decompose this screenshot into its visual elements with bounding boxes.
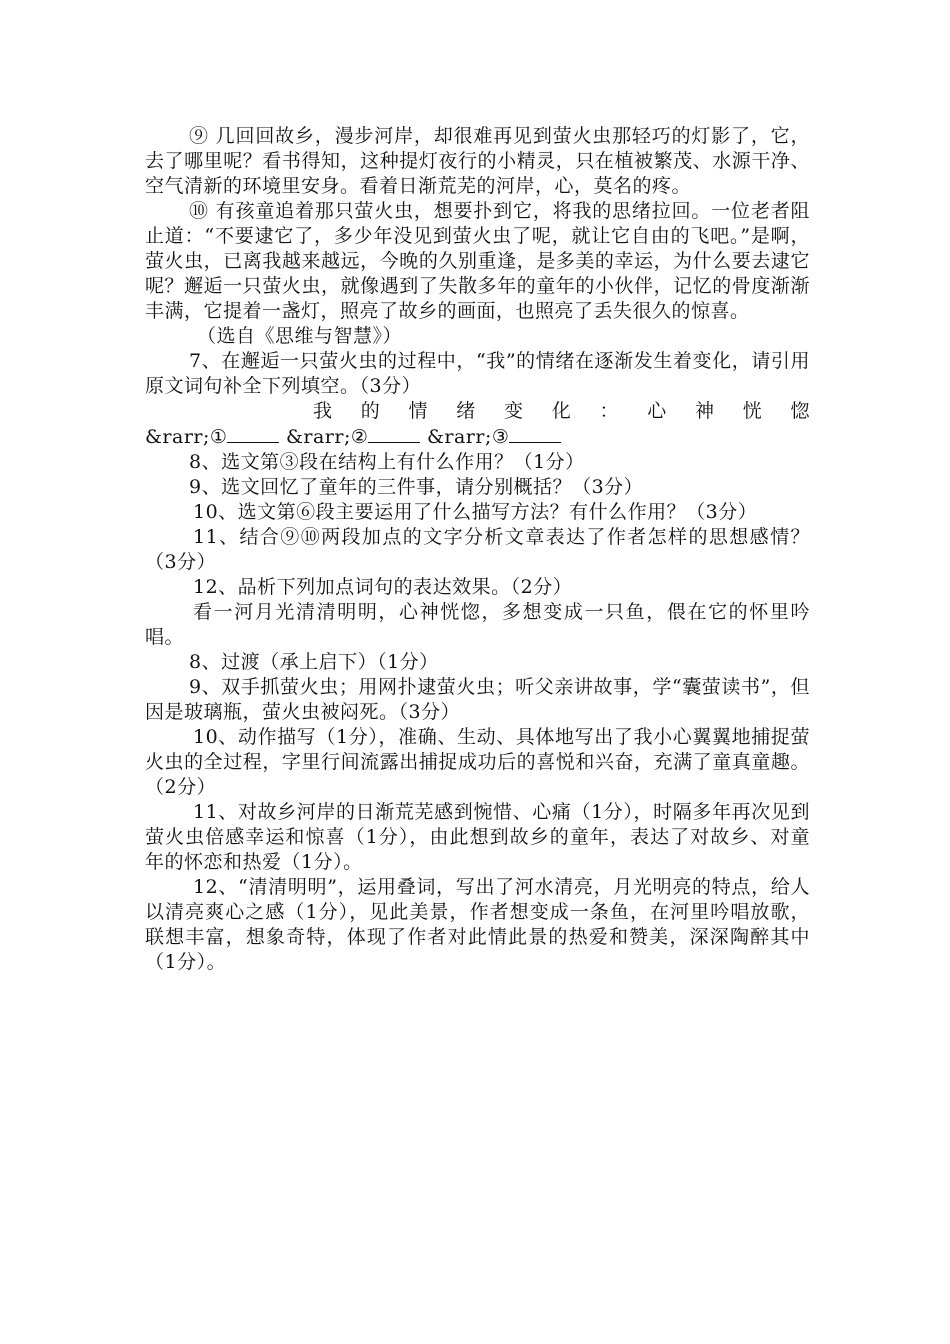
paragraph-10: ⑩ 有孩童追着那只萤火虫，想要扑到它，将我的思绪拉回。一位老者阻止道：“不要逮它了，多少年没见到萤火虫了呢，就让它自由的飞吧。”是啊，萤火虫，已离我越来越远，今晚的久别重逢，是多美的幸运，为什么要去逮它呢？邂逅一只萤火虫，就像遇到了失散多年的童年的小伙伴，记忆的骨度渐渐丰满，它提着一盏灯，照亮了故乡的画面，也照亮了丢失很久的惊喜。: [145, 200, 810, 322]
fill-blank-3[interactable]: [509, 424, 561, 443]
fill-blank-2[interactable]: [368, 424, 420, 443]
chain-step-3-label: &rarr;③: [426, 426, 510, 448]
question-9: 9、选文回忆了童年的三件事，请分别概括？（3分）: [189, 476, 644, 498]
chain-step-2-label: &rarr;②: [285, 426, 369, 448]
paragraph-9: ⑨ 几回回故乡，漫步河岸，却很难再见到萤火虫那轻巧的灯影了，它，去了哪里呢？看书得知，这种提灯夜行的小精灵，只在植被繁茂、水源干净、空气清新的环境里安身。看着日渐荒芜的河岸，心，莫名的疼。: [145, 125, 810, 197]
answer-12: 12、“清清明明”，运用叠词，写出了河水清亮，月光明亮的特点，给人以清亮爽心之感（1分），见此美景，作者想变成一条鱼，在河里吟唱放歌，联想丰富，想象奇特，体现了作者对此情此景的热爱和赞美，深深陶醉其中（1分）。: [145, 876, 810, 973]
answer-11: 11、对故乡河岸的日渐荒芜感到惋惜、心痛（1分），时隔多年再次见到萤火虫倍感幸运和惊喜（1分），由此想到故乡的童年，表达了对故乡、对童年的怀恋和热爱（1分）。: [145, 801, 810, 873]
question-12: 12、品析下列加点词句的表达效果。（2分）: [193, 576, 573, 598]
document-page: [145, 124, 810, 975]
chain-step-1-label: &rarr;①: [145, 426, 228, 448]
answer-8: 8、过渡（承上启下）（1分）: [189, 651, 439, 673]
question-11: 11、结合⑨⑩两段加点的文字分析文章表达了作者怎样的思想感情？（3分）: [145, 526, 810, 573]
question-7: 7、在邂逅一只萤火虫的过程中，“我”的情绪在逐渐发生着变化，请引用原文词句补全下列填空。（3分）: [145, 350, 810, 397]
question-7-chain-head: 我 的 情 绪 变 化 ： 心 神 恍 惚: [313, 400, 810, 422]
question-7-chain: [145, 424, 810, 450]
question-10: 10、选文第⑥段主要运用了什么描写方法？有什么作用？（3分）: [193, 501, 758, 523]
question-8: 8、选文第③段在结构上有什么作用？（1分）: [189, 451, 585, 473]
answer-9: 9、双手抓萤火虫；用网扑逮萤火虫；听父亲讲故事，学“囊萤读书”，但因是玻璃瓶，萤火虫被闷死。（3分）: [145, 676, 810, 723]
answer-10: 10、动作描写（1分），准确、生动、具体地写出了我小心翼翼地捕捉萤火虫的全过程，字里行间流露出捕捉成功后的喜悦和兴奋，充满了童真童趣。（2分）: [145, 726, 810, 798]
source-citation: （选自《思维与智慧》）: [197, 325, 403, 347]
fill-blank-1[interactable]: [227, 424, 279, 443]
question-12-quote: 看一河月光清清明明，心神恍惚，多想变成一只鱼，偎在它的怀里吟唱。: [145, 601, 810, 648]
